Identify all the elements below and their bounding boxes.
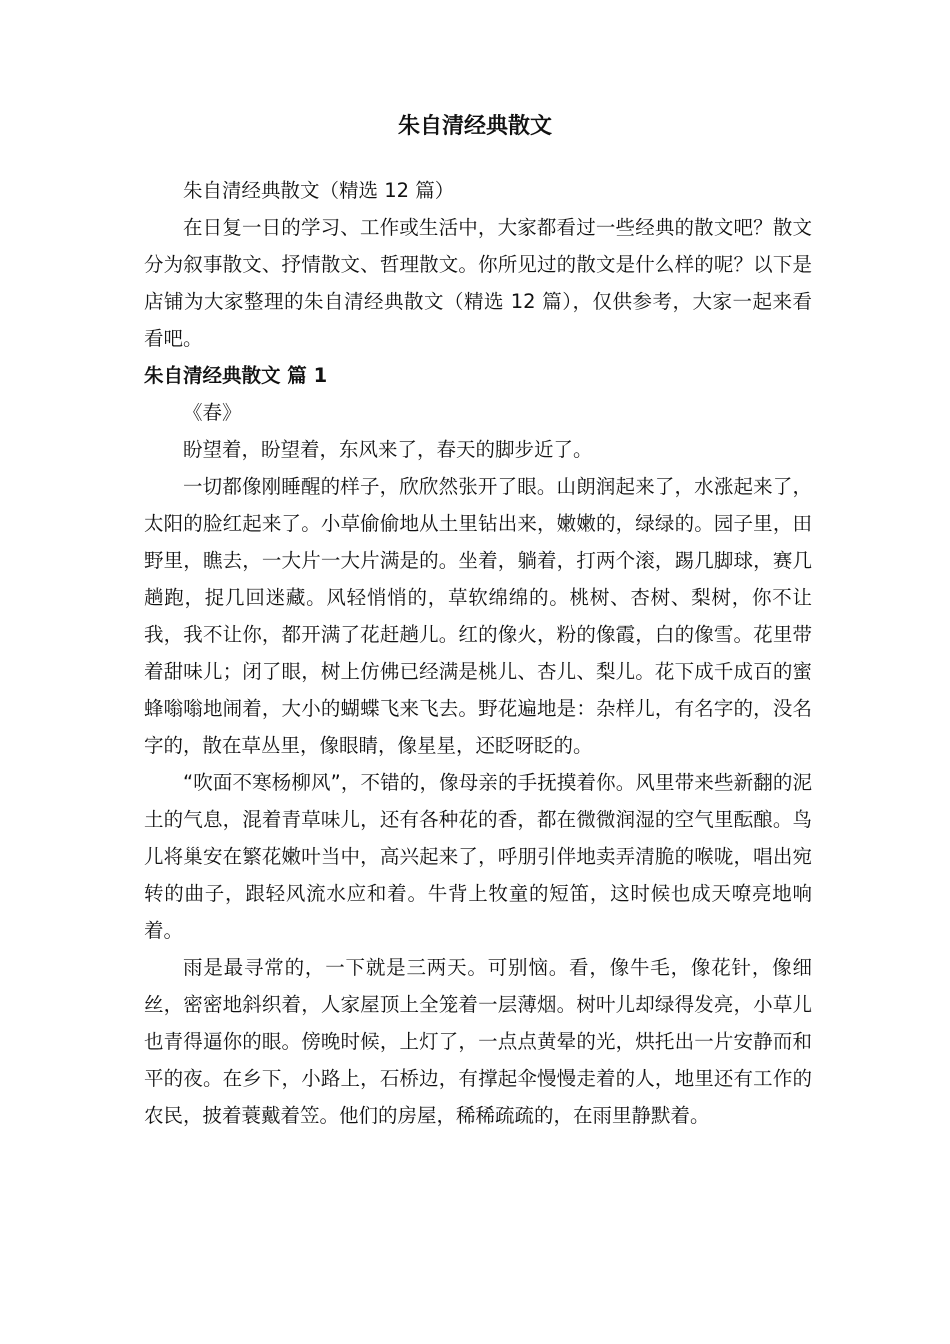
intro-paragraph: 在日复一日的学习、工作或生活中，大家都看过一些经典的散文吧？散文分为叙事散文、抒情散文、哲理散文。你所见过的散文是什么样的呢？以下是店铺为大家整理的朱自清经典散文（精选 12 篇），仅供参考，大家一起来看看吧。 bbox=[144, 216, 812, 350]
body-paragraph: 盼望着，盼望着，东风来了，春天的脚步近了。 bbox=[183, 438, 593, 461]
body-paragraph: 一切都像刚睡醒的样子，欣欣然张开了眼。山朗润起来了，水涨起来了，太阳的脸红起来了。小草偷偷地从土里钻出来，嫩嫩的，绿绿的。园子里，田野里，瞧去，一大片一大片满是的。坐着，躺着，打两个滚，踢几脚球，赛几趟跑，捉几回迷藏。风轻悄悄的，草软绵绵的。桃树、杏树、梨树，你不让我，我不让你，都开满了花赶趟儿。红的像火，粉的像霞，白的像雪。花里带着甜味儿；闭了眼，树上仿佛已经满是桃儿、杏儿、梨儿。花下成千成百的蜜蜂嗡嗡地闹着，大小的蝴蝶飞来飞去。野花遍地是：杂样儿，有名字的，没名字的，散在草丛里，像眼睛，像星星，还眨呀眨的。 bbox=[144, 475, 812, 757]
document-body bbox=[144, 172, 812, 1134]
document-subtitle: 朱自清经典散文（精选 12 篇） bbox=[183, 179, 455, 202]
piece-title: 《春》 bbox=[183, 401, 242, 424]
section-heading: 朱自清经典散文 篇 1 bbox=[144, 364, 328, 387]
body-paragraph: 雨是最寻常的，一下就是三两天。可别恼。看，像牛毛，像花针，像细丝，密密地斜织着，人家屋顶上全笼着一层薄烟。树叶儿却绿得发亮，小草儿也青得逼你的眼。傍晚时候，上灯了，一点点黄晕的光，烘托出一片安静而和平的夜。在乡下，小路上，石桥边，有撑起伞慢慢走着的人，地里还有工作的农民，披着蓑戴着笠。他们的房屋，稀稀疏疏的，在雨里静默着。 bbox=[144, 956, 812, 1127]
body-paragraph: “吹面不寒杨柳风”，不错的，像母亲的手抚摸着你。风里带来些新翻的泥土的气息，混着青草味儿，还有各种花的香，都在微微润湿的空气里酝酿。鸟儿将巢安在繁花嫩叶当中，高兴起来了，呼朋引伴地卖弄清脆的喉咙，唱出宛转的曲子，跟轻风流水应和着。牛背上牧童的短笛，这时候也成天嘹亮地响着。 bbox=[144, 771, 812, 942]
document-title: 朱自清经典散文 bbox=[397, 114, 552, 139]
